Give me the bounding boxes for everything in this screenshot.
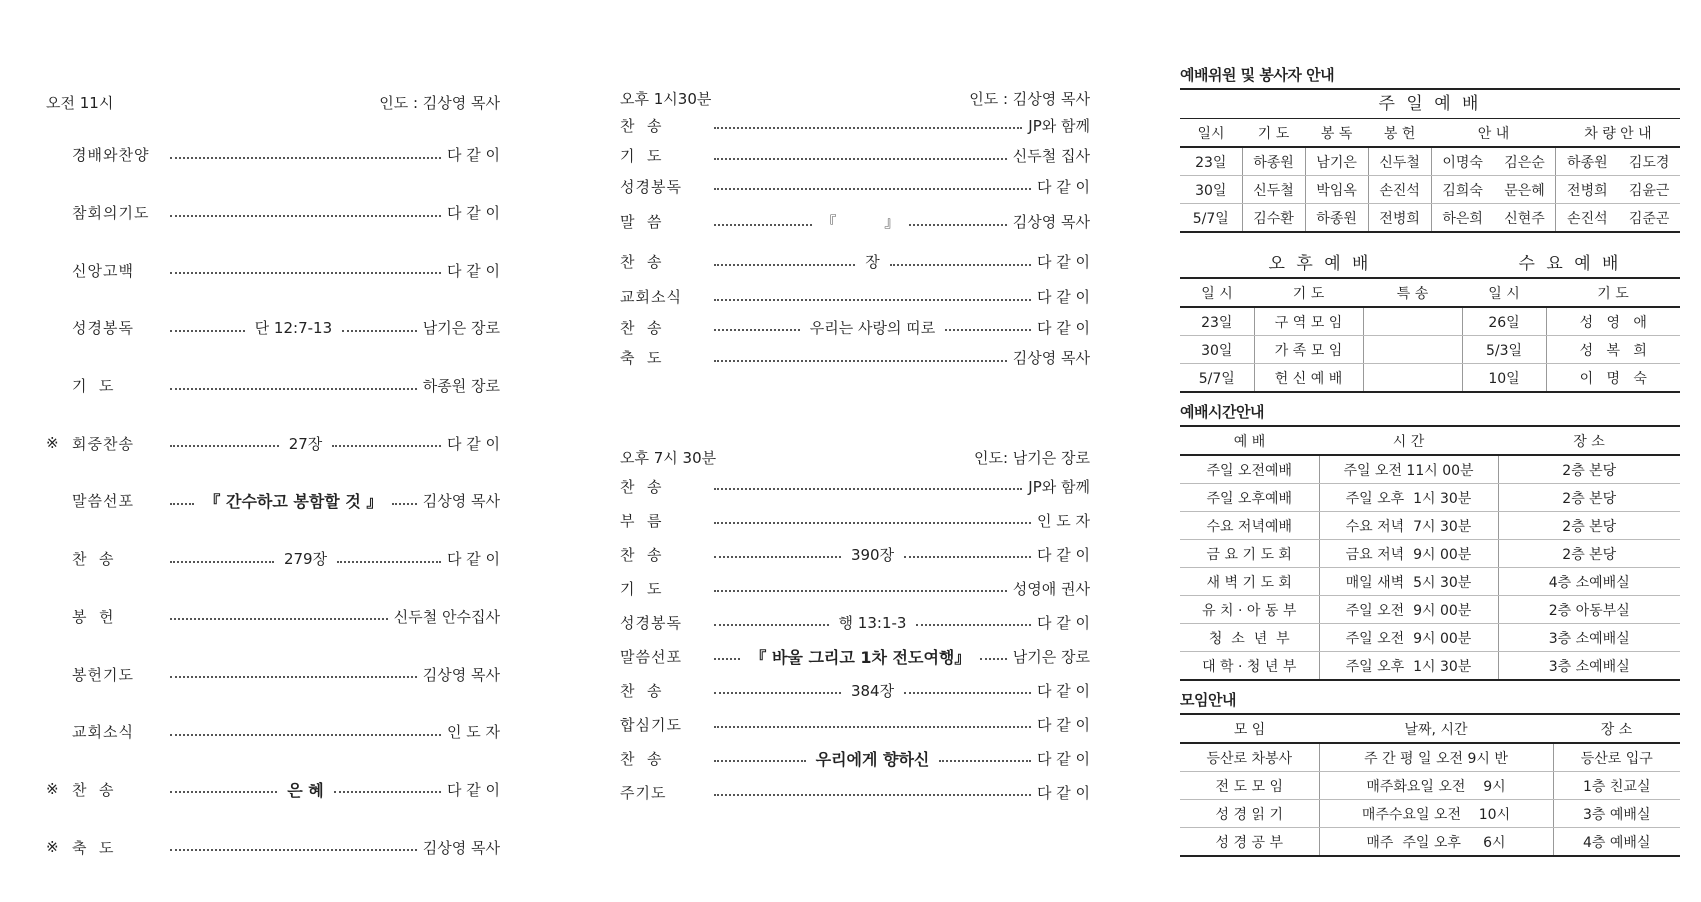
col-reading: 봉 독	[1320, 125, 1353, 142]
order-item-name: 찬 송	[620, 116, 663, 135]
table-cell: 하종원	[1242, 147, 1305, 176]
order-row	[46, 126, 500, 184]
col-date: 일시	[1197, 125, 1225, 142]
order-item-detail: 단 12:7-13	[254, 319, 333, 338]
table-cell: 김준곤	[1628, 210, 1670, 227]
order-row	[620, 707, 1090, 741]
order-item-name: 말씀선포	[72, 492, 134, 511]
order-row	[620, 775, 1090, 809]
table-cell: 주 간 평 일 오전 9시 반	[1319, 743, 1553, 772]
leader-dots	[916, 624, 1031, 626]
morning-leader: 인도 : 김상영 목사	[379, 94, 500, 112]
order-row	[46, 414, 500, 472]
table-row	[1180, 624, 1680, 652]
leader-dots	[980, 658, 1006, 660]
order-row	[46, 184, 500, 242]
leader-dots	[714, 224, 812, 226]
table-cell: 3층 소예배실	[1548, 658, 1630, 675]
leader-dots	[945, 329, 1031, 331]
table-cell: 금 요 기 도 회	[1180, 540, 1319, 568]
order-row	[46, 703, 500, 761]
table-cell: 헌 신 예 배	[1254, 364, 1363, 393]
leader-dots	[170, 445, 279, 447]
table-row	[1180, 204, 1680, 233]
order-row	[620, 469, 1090, 503]
order-item-name: 부 름	[620, 511, 663, 530]
table-cell: 신두철	[1368, 147, 1431, 176]
order-item-person: 다 같 이	[1036, 749, 1090, 768]
order-item-person: 인 도 자	[446, 723, 500, 742]
order-item-name: 축 도	[620, 349, 663, 368]
meet-col-name: 모 임	[1233, 721, 1266, 738]
order-item-person: JP와 함께	[1028, 116, 1090, 135]
table-cell: 대 학 · 청 년 부	[1180, 652, 1319, 681]
order-item-name: 주기도	[620, 783, 667, 802]
table-cell: 2층 본당	[1498, 455, 1680, 484]
order-item-name: 성경봉독	[620, 177, 682, 196]
order-item-person: 하종원 장로	[422, 377, 500, 396]
table-cell: 2층 본당	[1498, 484, 1680, 512]
table-cell: 주일 오후 1시 30분	[1319, 484, 1498, 512]
leader-dots	[170, 157, 441, 159]
table-cell: 손진석	[1368, 176, 1431, 204]
table-cell: 신현주	[1494, 204, 1556, 233]
table-cell: 주일 오전 9시 00분	[1319, 624, 1498, 652]
schedule-table	[1180, 425, 1680, 681]
order-item-detail: 우리에게 향하신	[815, 749, 930, 769]
table-cell: 4층 소예배실	[1498, 568, 1680, 596]
order-item-person: 남기은 장로	[1012, 647, 1091, 666]
table-cell: 이명숙	[1431, 147, 1493, 176]
leader-dots	[714, 726, 1031, 728]
order-row	[620, 282, 1090, 313]
table-cell: 새 벽 기 도 회	[1180, 568, 1319, 596]
order-item-person: 신두철 안수집사	[393, 607, 500, 626]
meet-col-time: 날짜, 시간	[1404, 721, 1468, 738]
leader-dots	[909, 224, 1007, 226]
wednesday-service-title: 수 요 예 배	[1518, 254, 1622, 274]
order-item-person: 남기은 장로	[422, 319, 501, 338]
order-item-name: 기 도	[72, 377, 115, 396]
evening-time: 오후 7시 30분	[620, 449, 717, 467]
table-cell: 매주수요일 오전 10시	[1319, 800, 1553, 828]
table-cell: 주일 오전 11시 00분	[1319, 455, 1498, 484]
order-row	[620, 639, 1090, 673]
table-cell: 매주 주일 오후 6시	[1319, 828, 1553, 857]
order-item-name: 기 도	[620, 579, 663, 598]
table-cell: 김수환	[1242, 204, 1305, 233]
sched-col-place: 장 소	[1573, 433, 1605, 450]
table-row	[1180, 596, 1680, 624]
evening-header	[620, 447, 1090, 469]
table-cell: 전병희	[1556, 176, 1618, 204]
leader-dots	[939, 760, 1031, 762]
sub-col-prayer2: 기 도	[1597, 285, 1629, 302]
table-cell: 매주화요일 오전 9시	[1319, 772, 1553, 800]
leader-dots	[714, 264, 855, 266]
table-cell: 김도경	[1618, 147, 1680, 176]
order-item-person: 인 도 자	[1036, 511, 1090, 530]
order-item-name: 찬 송	[620, 749, 663, 768]
order-item-name: 찬 송	[620, 318, 663, 337]
leader-dots	[342, 330, 417, 332]
order-row	[620, 141, 1090, 172]
order-row	[620, 343, 1090, 374]
sunday-service-title: 주 일 예 배	[1180, 88, 1680, 118]
table-cell: 5/7일	[1180, 364, 1254, 393]
afternoon-header	[620, 88, 1090, 110]
order-item-detail: 『 간수하고 봉함할 것 』	[204, 492, 383, 512]
order-item-person: 다 같 이	[1037, 253, 1091, 271]
table-cell: 박임옥	[1305, 176, 1368, 204]
order-row	[46, 357, 500, 415]
order-item-name: 성경봉독	[72, 319, 134, 338]
order-item-name: 봉 헌	[72, 607, 115, 626]
table-cell: 1층 친교실	[1553, 772, 1680, 800]
table-cell: 가 족 모 임	[1254, 336, 1363, 364]
table-cell: 주일 오전예배	[1180, 455, 1319, 484]
table-cell: 성 복 희	[1546, 336, 1680, 364]
table-cell: 이 명 숙	[1579, 370, 1647, 387]
table-cell: 26일	[1462, 307, 1546, 336]
order-row	[46, 472, 500, 530]
order-item-person: 다 같 이	[1036, 783, 1090, 802]
order-item-detail: 27장	[288, 434, 323, 453]
table-cell: 등산로 차봉사	[1180, 743, 1319, 772]
leader-dots	[714, 360, 1007, 362]
order-item-name: 합심기도	[620, 715, 682, 734]
order-item-person: 김상영 목사	[422, 492, 500, 511]
table-cell: 3층 소예배실	[1498, 624, 1680, 652]
meetings-title: 모임안내	[1180, 691, 1236, 709]
table-cell: 하종원	[1305, 204, 1368, 233]
sub-col-date: 일 시	[1201, 285, 1233, 302]
order-row	[620, 503, 1090, 537]
leader-dots	[714, 299, 1031, 301]
order-item-name: 신앙고백	[72, 261, 134, 280]
table-cell: 신두철	[1242, 176, 1305, 204]
leader-dots	[714, 329, 800, 331]
order-item-detail: 장	[865, 253, 880, 271]
table-cell: 수요 저녁 7시 30분	[1319, 512, 1498, 540]
leader-dots	[714, 488, 1022, 490]
evening-leader: 인도: 남기은 장로	[973, 449, 1090, 467]
table-cell: 주일 오전 9시 00분	[1319, 596, 1498, 624]
order-item-name: 회중찬송	[72, 434, 134, 453]
evening-order-list	[620, 469, 1090, 809]
order-row	[46, 645, 500, 703]
order-item-person: 신두철 집사	[1012, 147, 1090, 166]
order-item-person: 다 같 이	[1037, 318, 1091, 337]
table-row	[1180, 512, 1680, 540]
leader-dots	[714, 158, 1007, 160]
order-row	[620, 202, 1090, 242]
leader-dots	[714, 127, 1022, 129]
table-row	[1180, 800, 1680, 828]
order-item-detail: 『 바울 그리고 1차 전도여행』	[750, 647, 971, 667]
order-row	[46, 761, 500, 819]
servants-title: 예배위원 및 봉사자 안내	[1180, 66, 1335, 84]
info-tables	[1180, 62, 1680, 857]
order-item-person: 다 같 이	[446, 434, 500, 453]
afternoon-evening-services	[620, 88, 1090, 809]
table-cell: 청 소 년 부	[1180, 624, 1319, 652]
table-row	[1180, 484, 1680, 512]
morning-order-list	[46, 126, 500, 876]
leader-dots	[170, 618, 388, 620]
table-cell: 2층 본당	[1498, 512, 1680, 540]
leader-dots	[170, 503, 194, 505]
table-cell: 매일 새벽 5시 30분	[1319, 568, 1498, 596]
afternoon-leader: 인도 : 김상영 목사	[969, 90, 1090, 108]
col-guide: 안 내	[1477, 125, 1510, 142]
asterisk-mark: ※	[46, 780, 59, 799]
col-vehicle: 차 량 안 내	[1584, 125, 1652, 142]
order-row	[46, 299, 500, 357]
table-cell: 3층 예배실	[1553, 800, 1680, 828]
morning-time: 오전 11시	[46, 94, 114, 112]
table-cell: 손진석	[1567, 210, 1608, 227]
afternoon-order-list	[620, 110, 1090, 373]
order-item-name: 축 도	[72, 838, 115, 857]
afternoon-time: 오후 1시30분	[620, 90, 712, 108]
order-row	[620, 605, 1090, 639]
order-item-detail: 『 』	[821, 213, 900, 231]
leader-dots	[714, 188, 1031, 190]
order-item-person: 다 같 이	[1036, 288, 1090, 307]
order-item-person: 다 같 이	[447, 550, 501, 569]
table-cell: 구 역 모 임	[1254, 307, 1363, 336]
table-row	[1180, 176, 1680, 204]
leader-dots	[332, 445, 441, 447]
leader-dots	[170, 272, 441, 274]
col-prayer: 기 도	[1257, 125, 1290, 142]
order-item-person: 다 같 이	[446, 204, 500, 223]
table-cell: 2층 본당	[1498, 540, 1680, 568]
order-item-person: JP와 함께	[1028, 477, 1090, 496]
table-cell: 김희숙	[1431, 176, 1493, 204]
order-item-name: 교회소식	[72, 723, 134, 742]
table-cell: 하은희	[1442, 210, 1483, 227]
table-row	[1180, 568, 1680, 596]
table-cell: 전 도 모 임	[1180, 772, 1319, 800]
order-item-person: 김상영 목사	[422, 838, 500, 857]
order-item-detail: 행 13:1-3	[838, 613, 907, 632]
sub-col-special: 특 송	[1396, 285, 1429, 302]
order-item-person: 다 같 이	[1037, 613, 1091, 632]
table-row	[1180, 336, 1680, 364]
leader-dots	[170, 791, 277, 793]
sub-col-prayer: 기 도	[1292, 285, 1325, 302]
servants-table	[1180, 118, 1680, 233]
order-item-name: 교회소식	[620, 288, 682, 307]
order-item-person: 다 같 이	[446, 146, 500, 165]
order-item-name: 찬 송	[620, 477, 663, 496]
table-cell: 5/3일	[1462, 336, 1546, 364]
leader-dots	[170, 849, 417, 851]
morning-service	[46, 88, 500, 876]
sub-col-date2: 일 시	[1488, 285, 1520, 302]
table-row	[1180, 540, 1680, 568]
table-cell	[1363, 307, 1462, 336]
order-item-name: 성경봉독	[620, 613, 682, 632]
table-row	[1180, 828, 1680, 857]
leader-dots	[170, 676, 417, 678]
order-item-detail: 390장	[850, 545, 895, 564]
table-cell: 성 경 읽 기	[1180, 800, 1319, 828]
table-row	[1180, 147, 1680, 176]
leader-dots	[334, 791, 441, 793]
leader-dots	[714, 624, 829, 626]
col-offering: 봉 헌	[1383, 125, 1416, 142]
order-item-person: 성영애 권사	[1012, 579, 1090, 598]
table-cell: 주일 오후 1시 30분	[1319, 652, 1498, 681]
sched-col-service: 예 배	[1233, 433, 1266, 450]
order-row	[620, 741, 1090, 775]
morning-header	[46, 88, 500, 118]
order-item-name: 찬 송	[620, 681, 663, 700]
order-item-name: 경배와찬양	[72, 146, 150, 165]
leader-dots	[714, 692, 841, 694]
order-item-name: 봉헌기도	[72, 665, 134, 684]
table-cell: 금요 저녁 9시 00분	[1319, 540, 1498, 568]
table-cell: 문은혜	[1494, 176, 1556, 204]
order-row	[620, 673, 1090, 707]
table-cell: 주일 오후예배	[1180, 484, 1319, 512]
order-item-name: 말씀선포	[620, 647, 682, 666]
table-cell: 성 경 공 부	[1180, 828, 1319, 857]
order-item-person: 김상영 목사	[422, 665, 500, 684]
leader-dots	[890, 264, 1031, 266]
order-row	[46, 818, 500, 876]
order-item-person: 김상영 목사	[1012, 349, 1090, 368]
table-cell: 남기은	[1305, 147, 1368, 176]
order-row	[620, 110, 1090, 141]
leader-dots	[904, 556, 1031, 558]
table-cell: 김윤근	[1618, 176, 1680, 204]
table-cell: 23일	[1180, 307, 1254, 336]
order-row	[46, 530, 500, 588]
table-cell: 2층 아동부실	[1498, 596, 1680, 624]
meet-col-place: 장 소	[1600, 721, 1633, 738]
order-item-name: 기 도	[620, 147, 663, 166]
order-item-name: 참회의기도	[72, 204, 150, 223]
order-item-name: 찬 송	[72, 780, 115, 799]
table-cell: 30일	[1180, 176, 1242, 204]
leader-dots	[714, 658, 740, 660]
table-cell: 5/7일	[1180, 204, 1242, 233]
order-item-detail: 384장	[850, 681, 895, 700]
order-row	[46, 588, 500, 646]
order-row	[620, 571, 1090, 605]
asterisk-mark: ※	[46, 838, 59, 857]
order-item-person: 다 같 이	[1037, 545, 1091, 564]
order-row	[46, 241, 500, 299]
table-cell: 하종원	[1556, 147, 1618, 176]
leader-dots	[714, 556, 841, 558]
order-item-name: 찬 송	[620, 545, 663, 564]
table-row	[1180, 652, 1680, 681]
leader-dots	[714, 794, 1031, 796]
table-cell: 성 영 애	[1546, 307, 1680, 336]
meetings-table	[1180, 713, 1680, 857]
afternoon-service-title: 오 후 예 배	[1268, 254, 1372, 274]
asterisk-mark: ※	[46, 434, 59, 453]
leader-dots	[904, 692, 1031, 694]
table-cell: 수요 저녁예배	[1180, 512, 1319, 540]
sub-services-table	[1180, 277, 1680, 393]
leader-dots	[170, 561, 274, 563]
table-cell: 4층 예배실	[1583, 834, 1651, 851]
order-item-detail: 은 혜	[287, 780, 324, 800]
table-cell: 전병희	[1368, 204, 1431, 233]
leader-dots	[170, 330, 245, 332]
table-cell: 23일	[1180, 147, 1242, 176]
order-item-detail: 279장	[283, 550, 328, 569]
leader-dots	[337, 561, 441, 563]
order-item-name: 찬 송	[620, 253, 663, 271]
order-row	[620, 171, 1090, 202]
schedule-title: 예배시간안내	[1180, 403, 1264, 421]
leader-dots	[714, 590, 1007, 592]
order-item-person: 다 같 이	[1036, 177, 1090, 196]
table-cell: 30일	[1180, 336, 1254, 364]
order-row	[620, 312, 1090, 343]
order-item-person: 다 같 이	[446, 261, 500, 280]
leader-dots	[170, 734, 441, 736]
order-item-name: 말 씀	[620, 213, 663, 231]
order-item-person: 김상영 목사	[1012, 213, 1090, 231]
table-cell: 유 치 · 아 동 부	[1180, 596, 1319, 624]
order-item-person: 다 같 이	[1037, 681, 1091, 700]
order-item-person: 다 같 이	[446, 780, 500, 799]
order-item-detail: 우리는 사랑의 띠로	[809, 318, 936, 337]
table-cell	[1363, 364, 1462, 393]
leader-dots	[392, 503, 416, 505]
table-cell	[1363, 336, 1462, 364]
table-row	[1180, 772, 1680, 800]
sched-col-time: 시 간	[1392, 433, 1425, 450]
leader-dots	[714, 522, 1031, 524]
order-item-name: 찬 송	[72, 550, 115, 569]
table-cell: 10일	[1462, 364, 1546, 393]
order-row	[620, 242, 1090, 282]
table-row	[1180, 743, 1680, 772]
table-cell: 등산로 입구	[1553, 743, 1680, 772]
table-row	[1180, 455, 1680, 484]
leader-dots	[170, 215, 441, 217]
leader-dots	[170, 388, 417, 390]
table-row	[1180, 364, 1680, 393]
table-cell: 김은순	[1494, 147, 1556, 176]
order-row	[620, 537, 1090, 571]
table-row	[1180, 307, 1680, 336]
leader-dots	[714, 760, 806, 762]
order-item-person: 다 같 이	[1036, 715, 1090, 734]
